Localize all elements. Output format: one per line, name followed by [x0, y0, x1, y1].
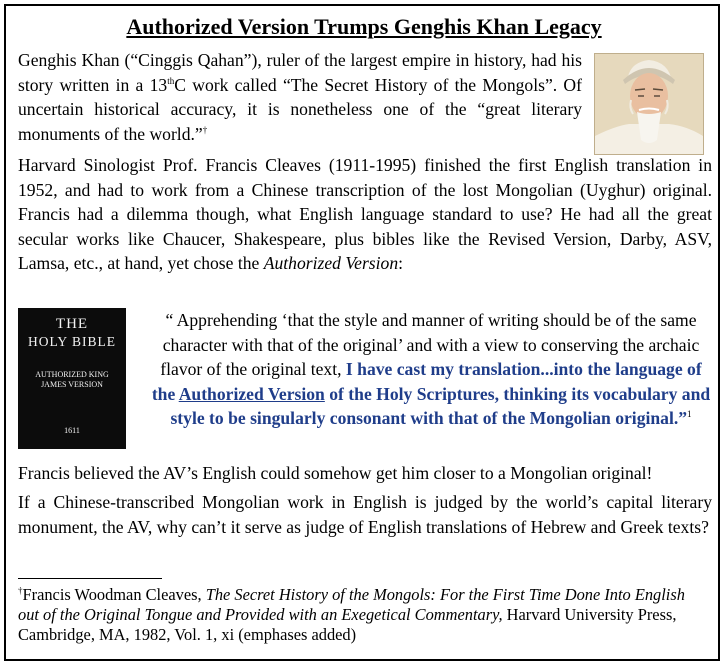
cover-title-the: THE	[55, 316, 89, 332]
footnote-text-b: Harvard University Press, Cambridge, MA, 1982, Vol. 1, xi (emphases added)	[18, 605, 677, 644]
cleaves-text-a: Harvard Sinologist Prof. Francis Cleaves (1911-1995) finished the first English translation in 1952, and had to work from a Chinese transcription of the lost Mongolian (Uyghur) original. Francis had a dilemma though, what English language standard to use? He had all the great secular works like Chaucer, Shakespeare, plus bibles like the Revised Version, Darby, ASV, Lamsa, etc., at hand, yet chose the	[18, 155, 712, 274]
quote-footnote-marker: 1	[687, 409, 692, 420]
page-title: Authorized Version Trumps Genghis Khan Legacy	[126, 14, 602, 39]
paragraph-belief: Francis believed the AV’s English could somehow get him closer to a Mongolian original!	[18, 463, 653, 483]
paragraph-cleaves	[18, 153, 712, 276]
footnote	[18, 585, 708, 645]
intro-text-a: Genghis Khan (“Cinggis Qahan”), ruler of the largest empire in history, had his story written in a 13	[18, 50, 582, 95]
intro-text-b: C work called “The Secret History of the Mongols”. Of uncertain historical accuracy, it is nonetheless one of the “great literary monuments of the world.”	[18, 74, 582, 144]
quote-emphasis-a: I have cast my translation...into the language of the	[151, 359, 702, 404]
footnote-mark: †	[18, 585, 23, 596]
quote-close: ”	[678, 408, 688, 429]
footnote-marker: †	[202, 124, 208, 135]
paragraph-question: If a Chinese-transcribed Mongolian work in English is judged by the world’s capital literary monument, the AV, why can’t it serve as judge of English translations of Hebrew and Greek texts?	[18, 492, 712, 537]
quote-emphasis-av: Authorized Version	[178, 383, 325, 404]
paragraph-intro	[18, 48, 582, 146]
cover-title-holy-bible: HOLY BIBLE	[27, 334, 116, 349]
footnote-text-a: Francis Woodman Cleaves,	[22, 585, 206, 604]
quote-emphasis-b: of the Holy Scriptures, thinking its vocabulary and style to be singularly consonant with that of the Mongolian original.	[170, 383, 711, 429]
intro-superscript: th	[167, 75, 175, 86]
footnote-rule	[18, 578, 162, 579]
cover-subtitle: AUTHORIZED KING JAMES VERSION	[35, 370, 109, 389]
quote-text-a: “ Apprehending ‘that the style and manner of writing should be of the same character with that of the original’ and with a view to conserving the archaic flavor of the original text,	[160, 310, 700, 380]
genghis-khan-portrait	[594, 53, 704, 155]
cover-year: 1611	[64, 426, 80, 435]
cleaves-text-b: :	[398, 253, 404, 274]
authorized-version-italic: Authorized Version	[263, 253, 399, 274]
cleaves-quote	[150, 308, 712, 431]
holy-bible-cover	[18, 308, 126, 449]
footnote-book-title: The Secret History of the Mongols: For the First Time Done Into English out of the Original Tongue and Provided with an Exegetical Commentary,	[18, 585, 685, 624]
